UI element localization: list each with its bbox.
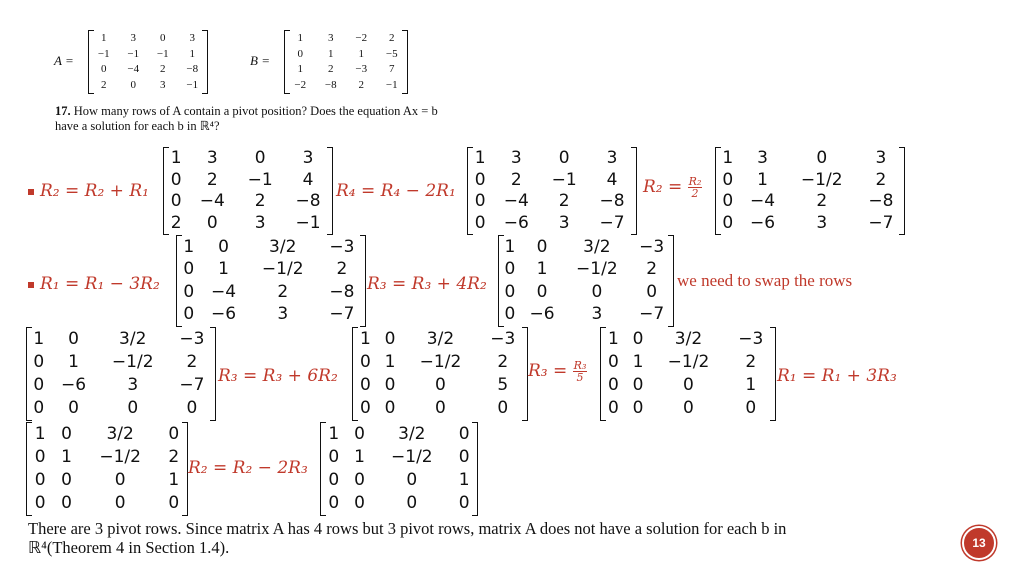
- matrix-cell: 1: [358, 47, 364, 60]
- matrix-cell: 3: [816, 212, 828, 233]
- matrix-row: [285, 31, 407, 47]
- matrix-cell: 1: [297, 63, 303, 76]
- matrix-cell: −7: [639, 304, 665, 325]
- matrix-cell: 1: [189, 47, 195, 60]
- matrix-cell: 0: [722, 191, 734, 212]
- page-number-badge: 13: [962, 526, 996, 560]
- matrix-cell: 0: [354, 470, 365, 490]
- matrix-cell: 0: [168, 424, 180, 444]
- matrix-cell: 2: [510, 169, 522, 190]
- matrix-cell: 0: [354, 424, 365, 444]
- matrix-row: [499, 304, 673, 327]
- matrix-cell: 1: [328, 47, 334, 60]
- matrix-cell: 3/2: [269, 236, 297, 257]
- matrix-cell: 3: [127, 375, 139, 395]
- matrix-cell: 1: [183, 236, 195, 257]
- matrix-row: [468, 191, 636, 213]
- matrix-cell: 2: [186, 352, 198, 372]
- matrix-cell: 2: [206, 169, 218, 190]
- matrix-cell: 0: [683, 398, 694, 418]
- matrix-cell: 0: [61, 470, 72, 490]
- matrix-cell: 0: [474, 212, 486, 233]
- matrix-cell: −1/2: [261, 259, 304, 280]
- matrix-cell: 1: [34, 424, 46, 444]
- matrix-row: [27, 423, 187, 446]
- matrix-cell: −8: [329, 281, 355, 302]
- matrix-cell: −2: [294, 78, 307, 91]
- matrix-cell: 0: [384, 329, 396, 349]
- matrix-cell: −3: [490, 329, 516, 349]
- matrix-cell: 1: [607, 329, 619, 349]
- matrix-cell: −7: [868, 212, 894, 233]
- matrix-row: [285, 47, 407, 63]
- matrix-row: [468, 170, 636, 192]
- matrix-cell: 1: [168, 470, 180, 490]
- matrix-cell: −6: [211, 304, 237, 325]
- matrix-cell: −7: [599, 212, 625, 233]
- matrix-cell: −3: [639, 236, 665, 257]
- matrix-cell: 7: [389, 63, 395, 76]
- matrix-cell: 3: [130, 32, 136, 45]
- matrix-cell: −8: [599, 191, 625, 212]
- matrix-cell: −3: [355, 63, 368, 76]
- matrix-cell: −1/2: [99, 447, 141, 467]
- matrix-table: [285, 31, 407, 93]
- matrix-row: [89, 62, 207, 78]
- matrix-table: [27, 328, 215, 420]
- matrix-cell: 0: [722, 212, 734, 233]
- matrix-cell: 0: [646, 281, 658, 302]
- matrix-cell: 0: [435, 398, 446, 418]
- matrix-row: [716, 191, 904, 213]
- matrix-cell: −1: [186, 78, 199, 91]
- op-r2-plus-r1: R₂ = R₂ + R₁: [40, 181, 149, 201]
- matrix-row: [164, 148, 332, 170]
- matrix-cell: 0: [504, 259, 516, 280]
- matrix-cell: 3: [189, 32, 195, 45]
- matrix-a: [88, 31, 208, 93]
- matrix-cell: −1/2: [667, 352, 710, 372]
- matrix-cell: 3/2: [398, 424, 426, 444]
- matrix-cell: 2: [558, 191, 570, 212]
- matrix-row: [499, 236, 673, 259]
- matrix-row: [285, 62, 407, 78]
- matrix-table: [321, 423, 477, 515]
- matrix-cell: −3: [329, 236, 355, 257]
- matrix-cell: 0: [170, 191, 182, 212]
- top-bar: [0, 0, 1024, 6]
- conclusion-line-1: There are 3 pivot rows. Since matrix A has 4 rows but 3 pivot rows, matrix A does not have a solution for each b in: [28, 519, 787, 538]
- matrix-cell: 1: [745, 375, 757, 395]
- matrix-row: [164, 191, 332, 213]
- matrix-cell: 0: [168, 493, 180, 513]
- matrix-cell: −3: [179, 329, 205, 349]
- fraction-numerator: R₂: [688, 175, 702, 188]
- matrix-cell: 0: [33, 398, 45, 418]
- matrix-cell: 3: [757, 148, 768, 169]
- matrix-row: [716, 170, 904, 192]
- matrix-row: [89, 31, 207, 47]
- matrix-row: [468, 213, 636, 235]
- matrix-cell: 1: [757, 169, 768, 190]
- matrix-cell: −8: [868, 191, 894, 212]
- matrix-cell: 0: [130, 78, 136, 91]
- matrix-row: [468, 148, 636, 170]
- matrix-cell: −4: [503, 191, 529, 212]
- matrix-row: [321, 446, 477, 469]
- fraction-denominator: 5: [576, 371, 584, 384]
- matrix-cell: 0: [101, 63, 107, 76]
- matrix-cell: 0: [458, 424, 470, 444]
- op-r2-div-2-lhs: R₂ =: [643, 177, 683, 197]
- matrix-row: [716, 148, 904, 170]
- matrix-row: [27, 492, 187, 515]
- matrix-row: [27, 446, 187, 469]
- matrix-table: [499, 236, 673, 326]
- matrix-cell: 2: [646, 259, 658, 280]
- op-r1-plus-3r3: R₁ = R₁ + 3R₃: [777, 366, 897, 386]
- matrix-row: [27, 397, 215, 420]
- matrix-cell: 1: [218, 259, 229, 280]
- matrix-cell: 0: [632, 375, 644, 395]
- matrix-step-4: [176, 236, 366, 326]
- matrix-cell: −6: [503, 212, 529, 233]
- matrix-cell: 3/2: [674, 329, 703, 349]
- matrix-cell: −3: [738, 329, 764, 349]
- matrix-cell: 0: [328, 493, 340, 513]
- op-r3-div-5-lhs: R₃ =: [528, 361, 568, 381]
- matrix-cell: 3/2: [426, 329, 455, 349]
- matrix-b: [284, 31, 408, 93]
- op-r4-minus-2r1: R₄ = R₄ − 2R₁: [336, 181, 456, 201]
- matrix-cell: 0: [497, 398, 509, 418]
- matrix-cell: 0: [254, 148, 266, 169]
- matrix-cell: 2: [497, 352, 509, 372]
- matrix-cell: 0: [632, 329, 644, 349]
- matrix-cell: −1: [97, 47, 110, 60]
- matrix-cell: 3: [510, 148, 522, 169]
- matrix-cell: 0: [607, 352, 619, 372]
- matrix-cell: 2: [745, 352, 757, 372]
- matrix-table: [177, 236, 365, 326]
- matrix-cell: 5: [497, 375, 509, 395]
- matrix-cell: 2: [875, 169, 887, 190]
- matrix-cell: 0: [183, 304, 195, 325]
- matrix-cell: 3: [558, 212, 570, 233]
- matrix-cell: 1: [61, 447, 72, 467]
- matrix-cell: 0: [458, 493, 470, 513]
- matrix-cell: 2: [101, 78, 107, 91]
- matrix-cell: −6: [529, 304, 555, 325]
- matrix-cell: −1/2: [111, 352, 154, 372]
- matrix-cell: 0: [359, 398, 371, 418]
- matrix-cell: 3: [328, 32, 334, 45]
- matrix-cell: −7: [329, 304, 355, 325]
- matrix-cell: 2: [277, 281, 289, 302]
- matrix-cell: 0: [474, 191, 486, 212]
- matrix-cell: 0: [206, 212, 218, 233]
- matrix-step-10: [320, 423, 478, 515]
- matrix-row: [177, 281, 365, 304]
- matrix-cell: 0: [34, 470, 46, 490]
- matrix-cell: −1: [156, 47, 169, 60]
- matrix-cell: 0: [328, 470, 340, 490]
- matrix-cell: 0: [632, 398, 644, 418]
- fraction-denominator: 2: [691, 187, 699, 200]
- matrix-cell: 2: [254, 191, 266, 212]
- matrix-row: [321, 492, 477, 515]
- matrix-table: [353, 328, 527, 420]
- matrix-cell: −1: [127, 47, 140, 60]
- matrix-cell: 4: [302, 169, 314, 190]
- matrix-row: [164, 213, 332, 235]
- op-r2-minus-2r3: R₂ = R₂ − 2R₃: [188, 458, 308, 478]
- matrix-table: [27, 423, 187, 515]
- matrix-cell: 0: [384, 375, 396, 395]
- matrix-cell: −4: [750, 191, 776, 212]
- problem-statement: [55, 104, 445, 134]
- matrix-cell: 1: [68, 352, 79, 372]
- matrix-cell: 1: [33, 329, 45, 349]
- matrix-table: [89, 31, 207, 93]
- matrix-cell: −8: [295, 191, 321, 212]
- matrix-cell: 0: [127, 398, 139, 418]
- fraction: [573, 360, 588, 383]
- matrix-cell: 0: [160, 32, 166, 45]
- matrix-cell: −1/2: [800, 169, 843, 190]
- op-r3-div-5: [528, 360, 587, 383]
- matrix-row: [499, 259, 673, 282]
- matrix-cell: 1: [101, 32, 107, 45]
- matrix-step-3: [715, 148, 905, 234]
- matrix-row: [177, 259, 365, 282]
- matrix-cell: 0: [68, 329, 79, 349]
- op-r1-minus-3r2: R₁ = R₁ − 3R₂: [40, 274, 160, 294]
- matrix-cell: −1: [295, 212, 321, 233]
- matrix-row: [27, 469, 187, 492]
- op-r2-div-2: [643, 176, 702, 199]
- matrix-cell: 0: [34, 447, 46, 467]
- matrix-cell: −8: [186, 63, 199, 76]
- matrix-cell: 3: [206, 148, 218, 169]
- matrix-cell: 2: [336, 259, 348, 280]
- matrix-cell: 3/2: [583, 236, 611, 257]
- matrix-step-6: [26, 328, 216, 420]
- matrix-cell: 0: [607, 375, 619, 395]
- matrix-row: [601, 351, 775, 374]
- bullet-icon: [28, 189, 34, 195]
- problem-number: 17.: [55, 104, 71, 118]
- matrix-cell: 0: [591, 281, 603, 302]
- matrix-cell: 1: [632, 352, 644, 372]
- matrix-cell: 3: [875, 148, 887, 169]
- matrix-row: [499, 281, 673, 304]
- matrix-cell: 0: [558, 148, 570, 169]
- matrix-row: [321, 469, 477, 492]
- matrix-cell: 0: [61, 424, 72, 444]
- bullet-icon: [28, 282, 34, 288]
- matrix-cell: 3/2: [119, 329, 147, 349]
- matrix-row: [285, 78, 407, 94]
- matrix-row: [601, 328, 775, 351]
- matrix-cell: 0: [536, 236, 548, 257]
- matrix-cell: 0: [183, 259, 195, 280]
- matrix-cell: −6: [750, 212, 776, 233]
- matrix-cell: 0: [68, 398, 79, 418]
- matrix-cell: 0: [359, 352, 371, 372]
- matrix-cell: 0: [61, 493, 72, 513]
- matrix-cell: 0: [504, 304, 516, 325]
- matrix-row: [27, 351, 215, 374]
- matrix-cell: 0: [114, 470, 126, 490]
- matrix-table: [601, 328, 775, 420]
- matrix-cell: 0: [33, 352, 45, 372]
- matrix-cell: −6: [61, 375, 87, 395]
- op-r3-plus-4r2: R₃ = R₃ + 4R₂: [367, 274, 487, 294]
- matrix-cell: 0: [359, 375, 371, 395]
- matrix-cell: −1/2: [391, 447, 433, 467]
- matrix-cell: 0: [458, 447, 470, 467]
- matrix-cell: 1: [504, 236, 516, 257]
- matrix-cell: −2: [355, 32, 368, 45]
- matrix-cell: −1/2: [419, 352, 462, 372]
- matrix-cell: −5: [385, 47, 398, 60]
- matrix-cell: 0: [406, 470, 418, 490]
- matrix-row: [353, 328, 527, 351]
- matrix-cell: 4: [606, 169, 618, 190]
- matrix-row: [716, 213, 904, 235]
- matrix-cell: 2: [168, 447, 180, 467]
- matrix-row: [164, 170, 332, 192]
- matrix-cell: 3: [606, 148, 618, 169]
- matrix-cell: −7: [179, 375, 205, 395]
- matrix-step-9: [26, 423, 188, 515]
- matrix-step-5: [498, 236, 674, 326]
- matrix-cell: −1/2: [576, 259, 618, 280]
- matrix-row: [89, 47, 207, 63]
- matrix-cell: 0: [536, 281, 548, 302]
- matrix-table: [164, 148, 332, 234]
- conclusion: [28, 519, 988, 557]
- matrix-cell: 0: [328, 447, 340, 467]
- matrix-cell: 0: [504, 281, 516, 302]
- matrix-cell: 3: [254, 212, 266, 233]
- matrix-cell: 3/2: [106, 424, 134, 444]
- matrix-cell: 2: [170, 212, 182, 233]
- matrix-cell: 0: [114, 493, 126, 513]
- matrix-cell: 2: [160, 63, 166, 76]
- matrix-cell: 1: [297, 32, 303, 45]
- matrix-cell: −4: [211, 281, 237, 302]
- matrix-cell: 3: [277, 304, 289, 325]
- matrix-row: [353, 351, 527, 374]
- matrix-cell: −4: [127, 63, 140, 76]
- problem-text: How many rows of A contain a pivot position? Does the equation Ax = b have a solution for each b in ℝ⁴?: [55, 104, 438, 133]
- matrix-cell: 3: [160, 78, 166, 91]
- matrix-cell: 0: [474, 169, 486, 190]
- matrix-row: [601, 397, 775, 420]
- matrix-row: [177, 236, 365, 259]
- swap-rows-note: we need to swap the rows: [677, 271, 853, 290]
- matrix-cell: 1: [328, 424, 340, 444]
- matrix-cell: −1: [247, 169, 273, 190]
- matrix-cell: 2: [358, 78, 364, 91]
- matrix-row: [601, 374, 775, 397]
- matrix-cell: 0: [435, 375, 446, 395]
- matrix-step-8: [600, 328, 776, 420]
- matrix-cell: 1: [354, 447, 365, 467]
- matrix-cell: 0: [183, 281, 195, 302]
- matrix-a-label: A =: [54, 53, 74, 68]
- matrix-cell: 0: [186, 398, 198, 418]
- matrix-cell: 0: [384, 398, 396, 418]
- matrix-table: [716, 148, 904, 234]
- matrix-row: [89, 78, 207, 94]
- matrix-cell: 1: [384, 352, 396, 372]
- matrix-row: [321, 423, 477, 446]
- matrix-cell: 0: [406, 493, 418, 513]
- matrix-cell: 0: [745, 398, 757, 418]
- matrix-cell: 1: [474, 148, 486, 169]
- matrix-cell: 0: [297, 47, 303, 60]
- matrix-cell: 0: [683, 375, 694, 395]
- fraction-numerator: R₃: [573, 359, 587, 372]
- matrix-cell: 3: [591, 304, 603, 325]
- matrix-cell: 0: [170, 169, 182, 190]
- matrix-cell: 0: [607, 398, 619, 418]
- matrix-cell: 1: [170, 148, 182, 169]
- matrix-step-1: [163, 148, 333, 234]
- matrix-cell: 0: [33, 375, 45, 395]
- matrix-cell: −1: [385, 78, 398, 91]
- matrix-cell: 0: [816, 148, 828, 169]
- matrix-cell: 3: [302, 148, 314, 169]
- matrix-cell: −8: [324, 78, 337, 91]
- matrix-cell: 1: [722, 148, 734, 169]
- matrix-b-label: B =: [250, 53, 270, 68]
- matrix-cell: −4: [199, 191, 225, 212]
- fraction: [688, 176, 703, 199]
- matrix-cell: 2: [328, 63, 334, 76]
- matrix-row: [27, 328, 215, 351]
- matrix-row: [177, 304, 365, 327]
- conclusion-line-2: ℝ⁴(Theorem 4 in Section 1.4).: [28, 538, 230, 557]
- matrix-cell: 1: [536, 259, 548, 280]
- matrix-cell: −1: [551, 169, 577, 190]
- matrix-cell: 2: [389, 32, 395, 45]
- matrix-row: [353, 374, 527, 397]
- matrix-cell: 0: [354, 493, 365, 513]
- matrix-row: [353, 397, 527, 420]
- matrix-cell: 0: [34, 493, 46, 513]
- matrix-cell: 1: [458, 470, 470, 490]
- matrix-step-2: [467, 148, 637, 234]
- matrix-cell: 0: [722, 169, 734, 190]
- matrix-cell: 1: [359, 329, 371, 349]
- matrix-cell: 2: [816, 191, 828, 212]
- matrix-cell: 0: [218, 236, 229, 257]
- matrix-step-7: [352, 328, 528, 420]
- matrix-row: [27, 374, 215, 397]
- op-r3-plus-6r2: R₃ = R₃ + 6R₂: [218, 366, 338, 386]
- matrix-table: [468, 148, 636, 234]
